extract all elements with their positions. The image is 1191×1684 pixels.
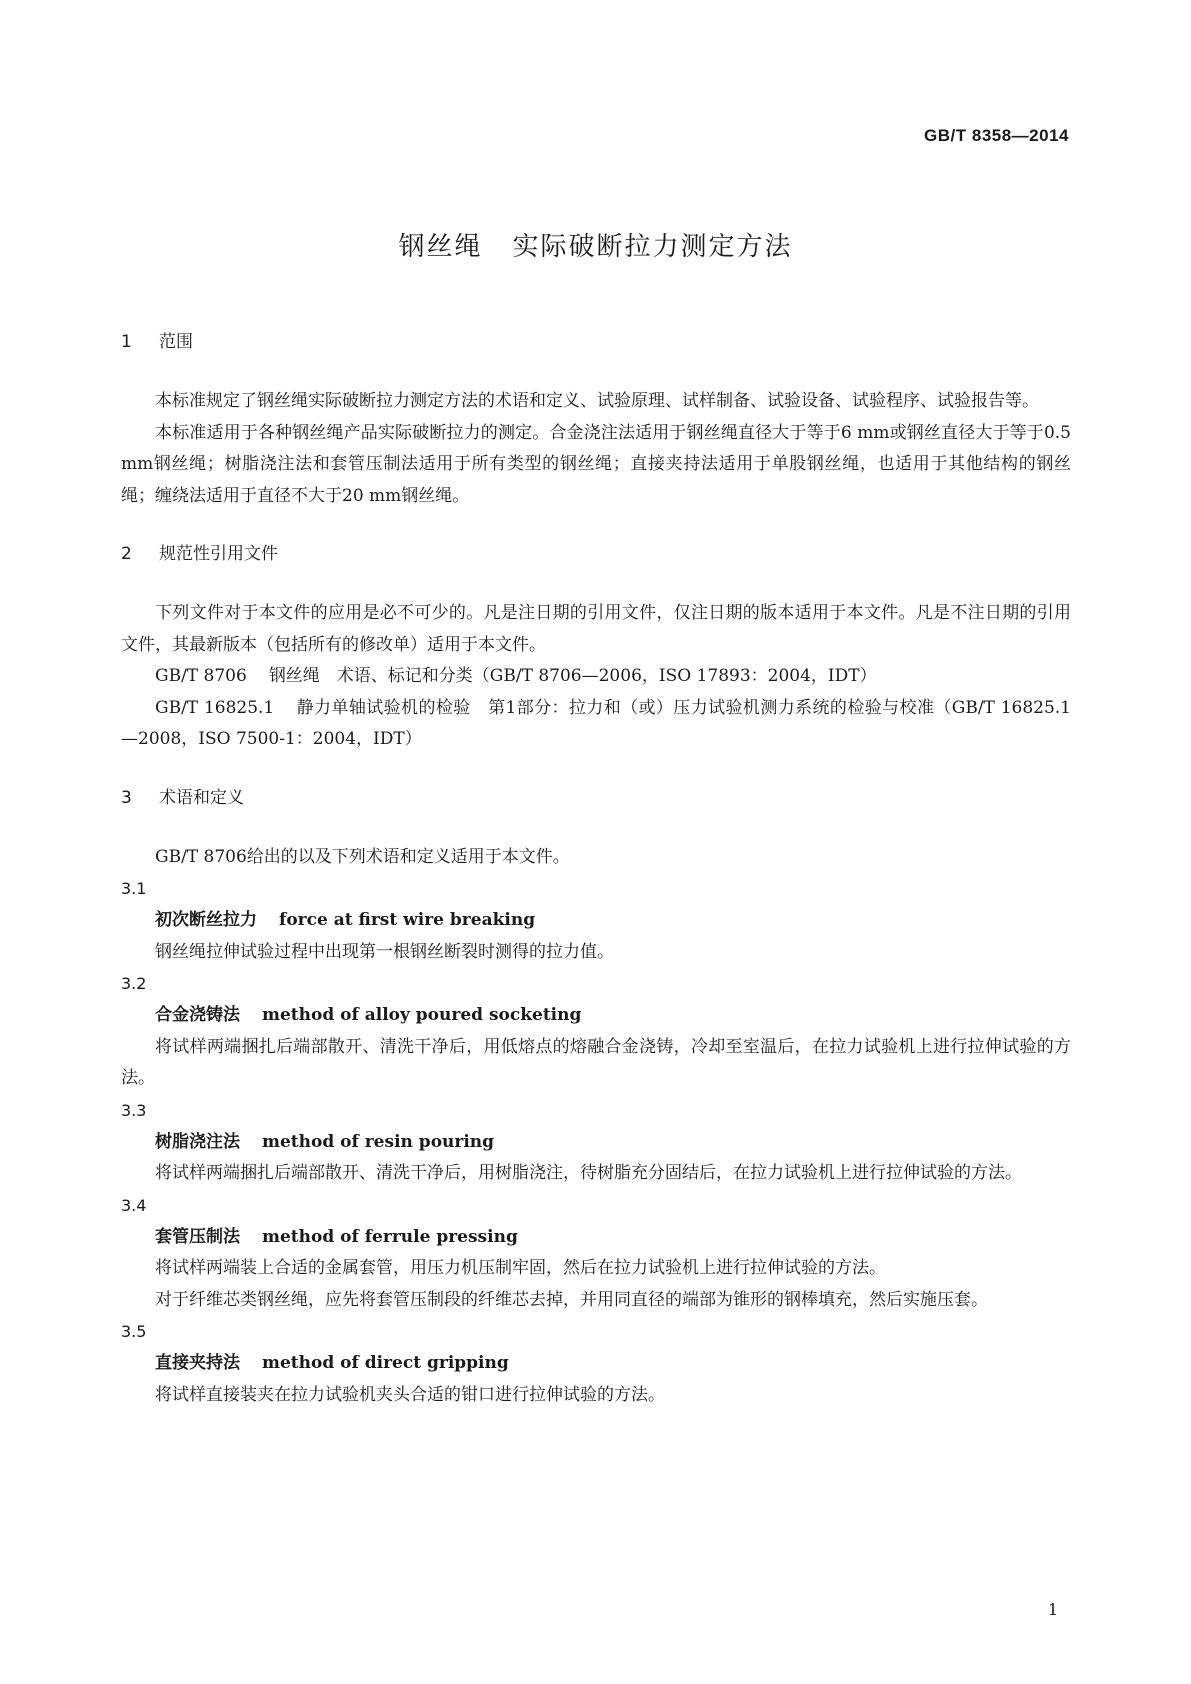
reference-title: 静力单轴试验机的检验 第1部分：拉力和（或）压力试验机测力系统的检验与校准（GB/T 16825.1—2008，ISO 7500-1：2004，IDT）	[121, 697, 1071, 749]
section-heading-normative-references	[121, 542, 1071, 566]
term-number: 3.3	[121, 1100, 147, 1120]
term-chinese: 套管压制法	[155, 1226, 240, 1247]
term-english: method of direct gripping	[262, 1353, 509, 1373]
term-definition: 将试样两端捆扎后端部散开、清洗干净后，用树脂浇注，待树脂充分固结后，在拉力试验机上进行拉伸试验的方法。	[155, 1163, 1022, 1183]
reference-code: GB/T 16825.1	[155, 697, 275, 718]
term-heading	[121, 905, 1071, 937]
standard-code: GB/T 8358—2014	[924, 126, 1069, 145]
term-definition: 将试样两端装上合适的金属套管，用压力机压制牢固，然后在拉力试验机上进行拉伸试验的方法。	[155, 1258, 886, 1278]
term-number: 3.1	[121, 879, 147, 898]
reference-title: 钢丝绳 术语、标记和分类（GB/T 8706—2006，ISO 17893：2004，IDT）	[268, 666, 877, 686]
term-heading	[121, 1000, 1071, 1032]
section-title: 规范性引用文件	[159, 544, 278, 564]
section-heading-terms	[121, 786, 1071, 810]
term-chinese: 初次断丝拉力	[155, 910, 257, 930]
term-number: 3.4	[121, 1195, 147, 1215]
term-definition: 将试样两端捆扎后端部散开、清洗干净后，用低熔点的熔融合金浇铸，冷却至室温后，在拉力试验机上进行拉伸试验的方法。	[121, 1036, 1071, 1088]
section-number: 1	[121, 332, 132, 352]
term-note: 对于纤维芯类钢丝绳，应先将套管压制段的纤维芯去掉，并用同直径的端部为锥形的钢棒填充，然后实施压套。	[155, 1289, 988, 1310]
section-title: 术语和定义	[159, 787, 244, 808]
section-number: 3	[121, 787, 132, 808]
title-sub: 实际破断拉力测定方法	[512, 232, 793, 262]
scope-paragraph-2: 本标准适用于各种钢丝绳产品实际破断拉力的测定。合金浇注法适用于钢丝绳直径大于等于6 mm或钢丝直径大于等于0.5 mm钢丝绳；树脂浇注法和套管压制法适用于所有类型的钢丝绳；直接夹持法适用于单股钢丝绳，也适用于其他结构的钢丝绳；缠绕法适用于直径不大于20 mm钢丝绳。	[121, 422, 1071, 506]
term-definition: 钢丝绳拉伸试验过程中出现第一根钢丝断裂时测得的拉力值。	[155, 941, 614, 962]
document-title	[0, 226, 1191, 263]
section-number: 2	[121, 544, 132, 564]
term-chinese: 树脂浇注法	[155, 1131, 240, 1152]
term-number: 3.5	[121, 1322, 147, 1341]
term-chinese: 直接夹持法	[155, 1353, 240, 1373]
term-chinese: 合金浇铸法	[155, 1005, 240, 1025]
term-english: method of alloy poured socketing	[262, 1005, 582, 1025]
document-body	[121, 330, 1071, 1411]
title-main: 钢丝绳	[398, 232, 483, 262]
references-intro: 下列文件对于本文件的应用是必不可少的。凡是注日期的引用文件，仅注日期的版本适用于本文件。凡是不注日期的引用文件，其最新版本（包括所有的修改单）适用于本文件。	[121, 603, 1071, 655]
term-number: 3.2	[121, 974, 147, 993]
term-heading	[121, 1348, 1071, 1380]
scope-paragraph-1: 本标准规定了钢丝绳实际破断拉力测定方法的术语和定义、试验原理、试样制备、试验设备、试验程序、试验报告等。	[155, 391, 1039, 411]
page-number: 1	[1047, 1600, 1058, 1619]
term-heading	[121, 1222, 1071, 1254]
section-title: 范围	[159, 332, 193, 352]
reference-item	[121, 693, 1071, 756]
reference-item	[121, 661, 1071, 693]
section-heading-scope	[121, 330, 1071, 354]
term-english: method of ferrule pressing	[262, 1226, 518, 1247]
term-english: method of resin pouring	[262, 1131, 495, 1152]
term-definition: 将试样直接装夹在拉力试验机夹头合适的钳口进行拉伸试验的方法。	[155, 1384, 665, 1405]
terms-intro: GB/T 8706给出的以及下列术语和定义适用于本文件。	[155, 846, 570, 867]
term-english: force at first wire breaking	[279, 910, 536, 930]
reference-code: GB/T 8706	[155, 666, 247, 686]
term-heading	[121, 1127, 1071, 1159]
